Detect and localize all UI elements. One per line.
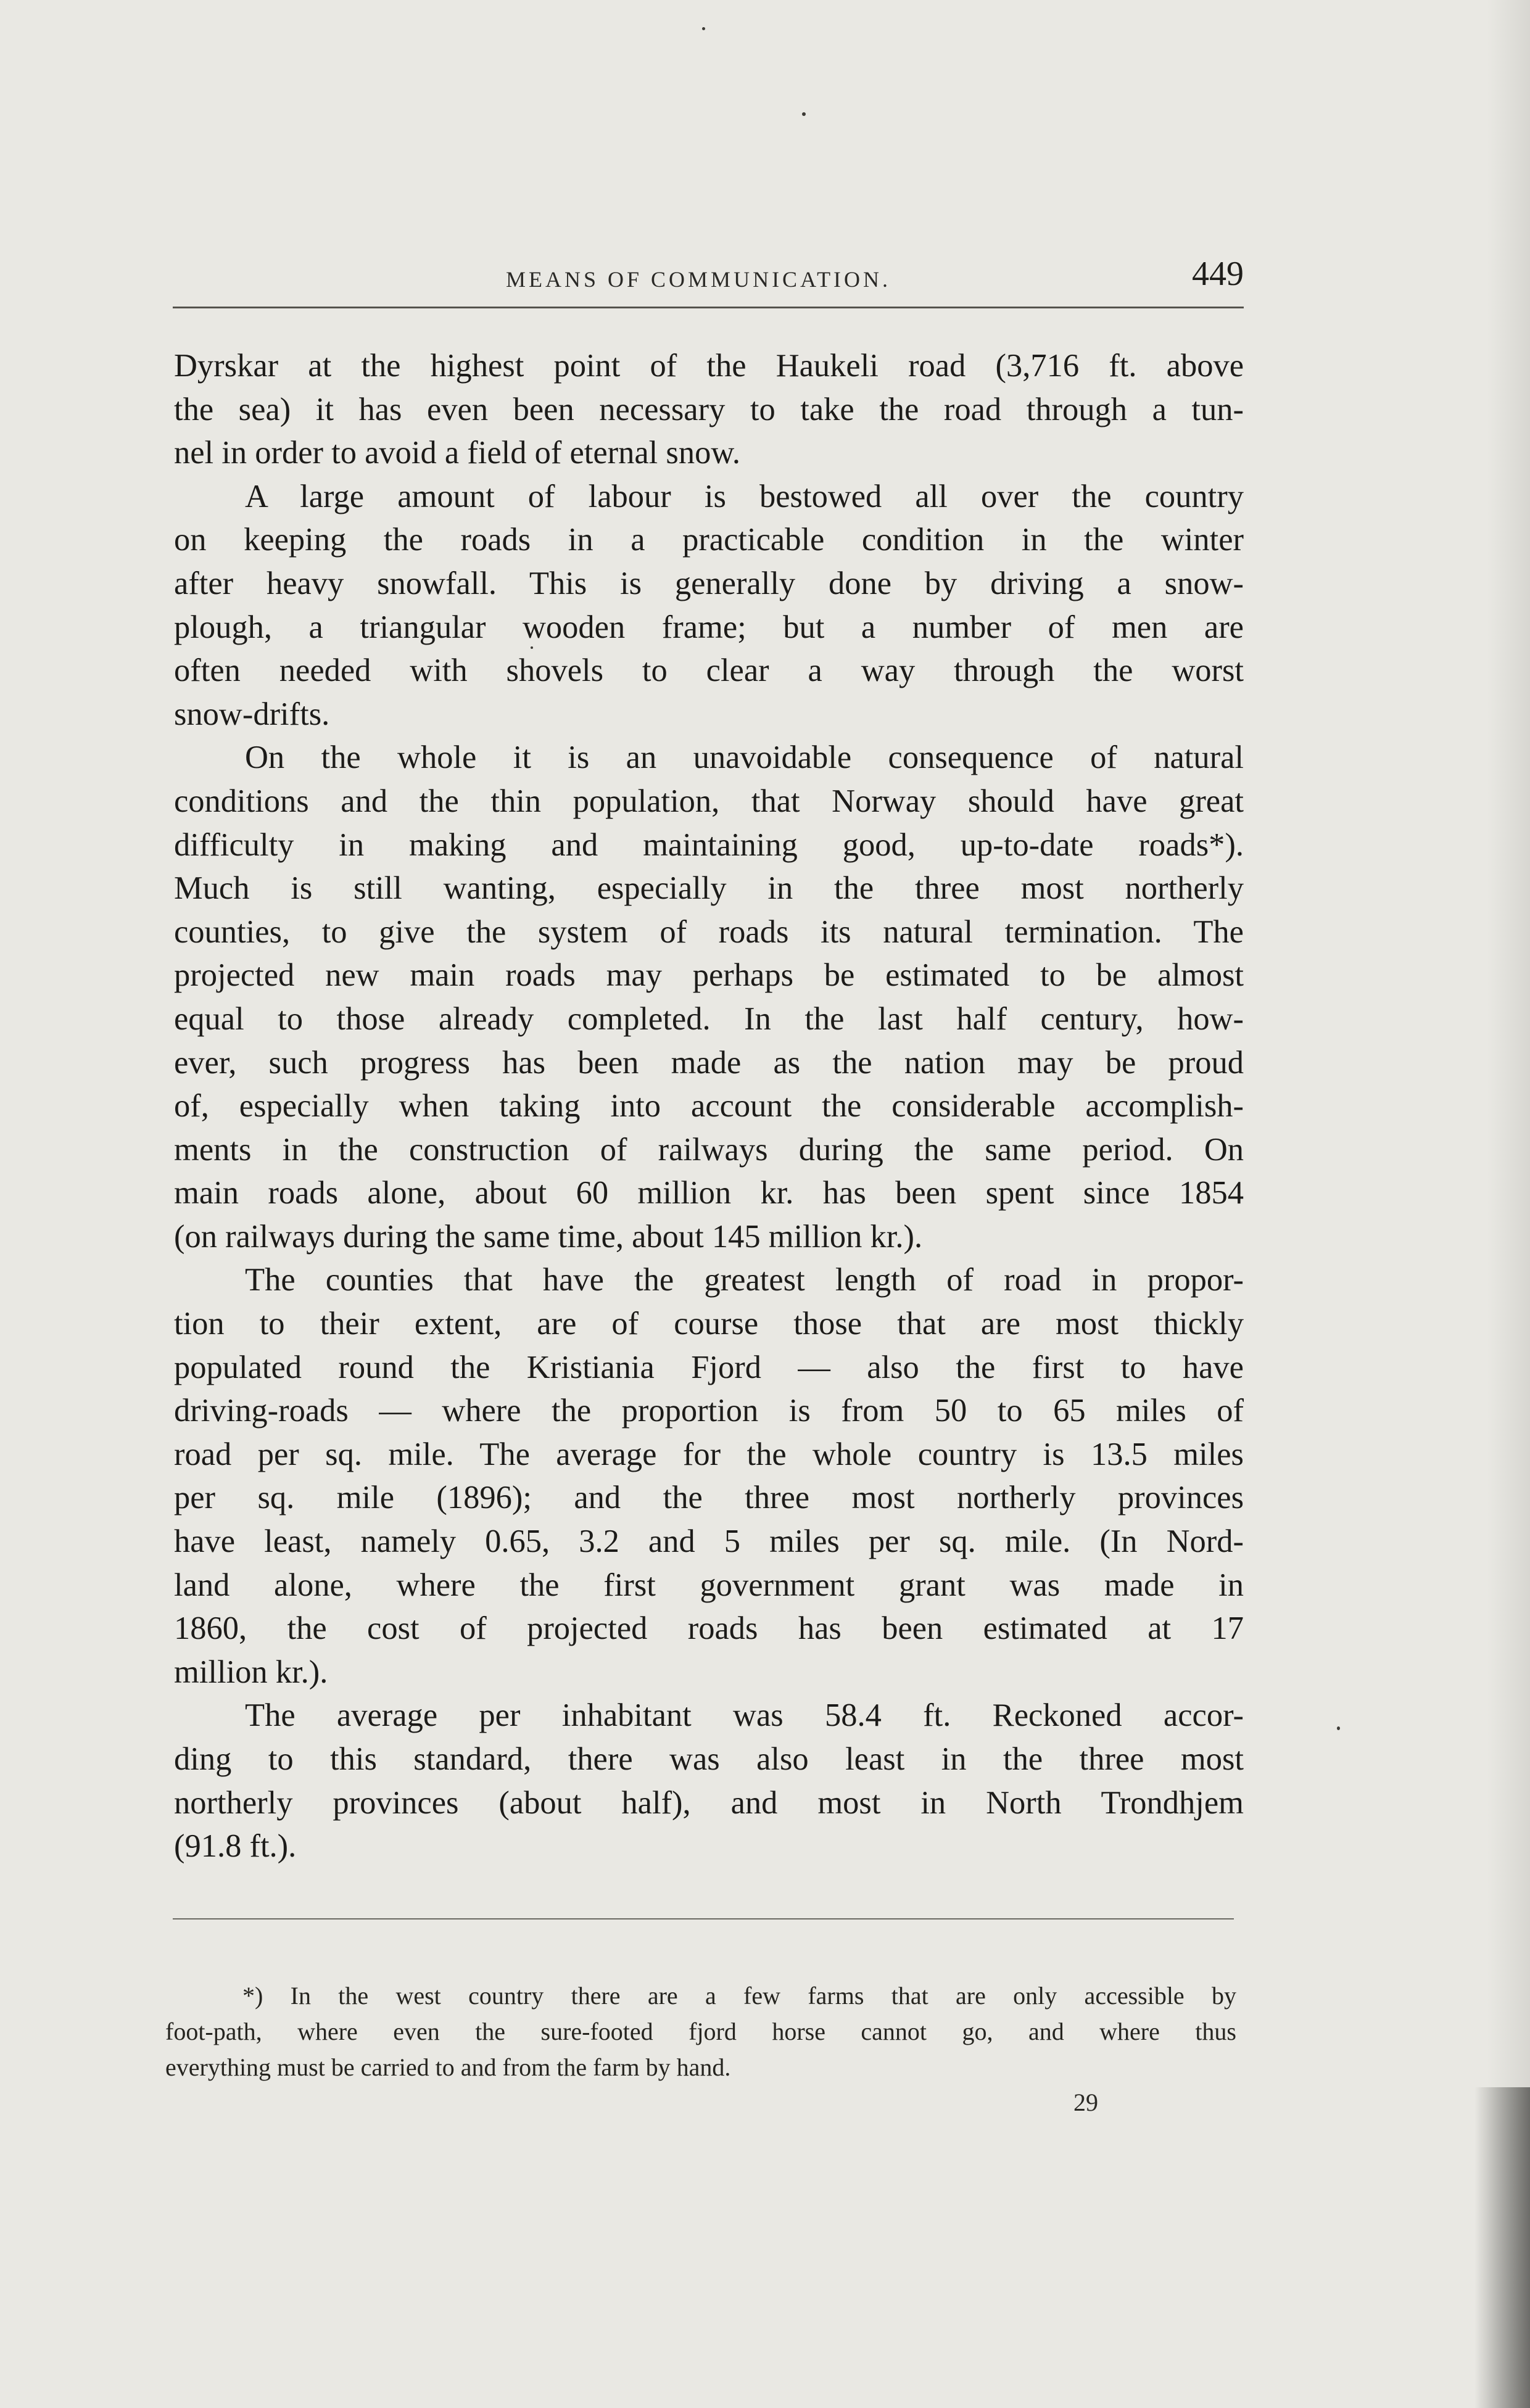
text-line: ments in the construction of railways during the same period. On (174, 1131, 1244, 1168)
text-line: the sea) it has even been necessary to take the road through a tun- (174, 391, 1244, 427)
text-line: The average per inhabitant was 58.4 ft. Reckoned accor- (245, 1697, 1244, 1734)
footnote-rule (173, 1918, 1234, 1919)
text-line: 1860, the cost of projected roads has been estimated at 17 (174, 1610, 1244, 1647)
text-line: counties, to give the system of roads its natural termination. The (174, 913, 1244, 950)
text-line: snow-drifts. (174, 696, 330, 732)
footnote (165, 1978, 1236, 2085)
page-corner-shadow (1474, 2087, 1530, 2408)
text-line: difficulty in making and maintaining good, up-to-date roads*). (174, 827, 1244, 863)
text-line: On the whole it is an unavoidable consequence of natural (245, 740, 1244, 776)
header-rule (173, 307, 1244, 308)
signature-mark: 29 (1073, 2088, 1098, 2116)
text-line: main roads alone, about 60 million kr. has been spent since 1854 (174, 1175, 1244, 1211)
text-line: ever, such progress has been made as the nation may be proud (174, 1044, 1244, 1081)
text-line: on keeping the roads in a practicable condition in the winter (174, 522, 1244, 558)
text-line: northerly provinces (about half), and most in North Trondhjem (174, 1784, 1244, 1821)
page-edge-shadow (1487, 0, 1530, 2408)
text-line: The counties that have the greatest length of road in propor- (245, 1262, 1244, 1298)
text-line: of, especially when taking into account the considerable accomplish- (174, 1088, 1244, 1124)
footnote-line: foot-path, where even the sure-footed fjord horse cannot go, and where thus (165, 2018, 1236, 2045)
body-text (174, 344, 1244, 1868)
text-line: road per sq. mile. The average for the whole country is 13.5 miles (174, 1436, 1244, 1472)
text-line: per sq. mile (1896); and the three most northerly provinces (174, 1480, 1244, 1516)
text-line: A large amount of labour is bestowed all over the country (245, 478, 1244, 514)
text-line: Dyrskar at the highest point of the Haukeli road (3,716 ft. above (174, 348, 1244, 384)
text-line: projected new main roads may perhaps be estimated to be almost (174, 957, 1244, 994)
text-line: plough, a triangular wooden frame; but a number of men are (174, 609, 1244, 645)
ink-speck (1337, 1726, 1340, 1730)
page-number: 449 (1192, 255, 1244, 293)
text-line: nel in order to avoid a field of eternal snow. (174, 435, 740, 471)
text-line: equal to those already completed. In the last half century, how- (174, 1000, 1244, 1037)
text-line: ding to this standard, there was also least in the three most (174, 1741, 1244, 1777)
text-line: populated round the Kristiania Fjord — also the first to have (174, 1349, 1244, 1385)
text-line: have least, namely 0.65, 3.2 and 5 miles per sq. mile. (In Nord- (174, 1524, 1244, 1560)
running-head: MEANS OF COMMUNICATION. (506, 267, 891, 292)
ink-speck (702, 27, 705, 30)
ink-speck (802, 112, 806, 116)
text-line: million kr.). (174, 1654, 328, 1690)
page-header (173, 254, 1244, 303)
footnote-line: everything must be carried to and from the farm by hand. (165, 2053, 731, 2081)
text-line: tion to their extent, are of course those that are most thickly (174, 1306, 1244, 1342)
text-line: (91.8 ft.). (174, 1828, 297, 1865)
text-line: land alone, where the first government grant was made in (174, 1567, 1244, 1603)
footnote-line: *) In the west country there are a few farms that are only accessible by (242, 1982, 1236, 2010)
text-line: conditions and the thin population, that Norway should have great (174, 783, 1244, 819)
text-line: Much is still wanting, especially in the three most northerly (174, 870, 1244, 907)
text-line: after heavy snowfall. This is generally done by driving a snow- (174, 565, 1244, 601)
text-line: often needed with shovels to clear a way through the worst (174, 653, 1244, 689)
text-line: driving-roads — where the proportion is from 50 to 65 miles of (174, 1393, 1244, 1429)
text-line: (on railways during the same time, about 145 million kr.). (174, 1218, 923, 1255)
